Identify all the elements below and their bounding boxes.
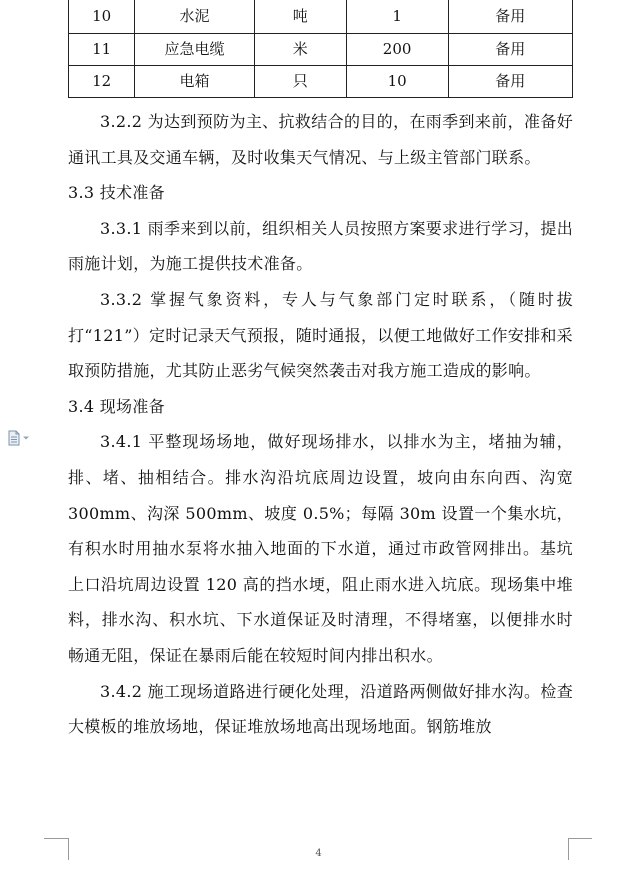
table-row: [69, 34, 573, 66]
item-name-cell: 应急电缆: [135, 34, 254, 66]
quantity-cell: 1: [346, 0, 448, 34]
section-heading-3-3: 3.3 技术准备: [68, 183, 165, 203]
paragraph-3-2-2: 3.2.2 为达到预防为主、抗救结合的目的，在雨季到来前，准备好通讯工具及交通车辆，及时收集天气情况、与上级主管部门联系。: [68, 112, 573, 167]
paragraph-3-3-2: 3.3.2 掌握气象资料，专人与气象部门定时联系，（随时拔打“121”）定时记录天气预报，随时通报，以便工地做好工作安排和采取预防措施，尤其防止恶劣气候突然袭击对我方施工造成的影响。: [68, 289, 573, 381]
table-row: [69, 66, 573, 98]
section-heading-3-4: 3.4 现场准备: [68, 396, 165, 416]
paragraph-3-4-1: 3.4.1 平整现场场地，做好现场排水，以排水为主，堵抽为辅，排、堵、抽相结合。排水沟沿坑底周边设置，坡向由东向西、沟宽 300mm、沟深 500mm、坡度 0.5%；每隔 30m 设置一个集水坑，有积水时用抽水泵将水抽入地面的下水道，通过市政管网排出。基坑上口沿坑周边设置 120 高的挡水埂，阻止雨水进入坑底。现场集中堆料，排水沟、积水坑、下水道保证及时清理，不得堵塞，以便排水时畅通无阻，保证在暴雨后能在较短时间内排出积水。: [68, 432, 573, 665]
materials-table: [68, 0, 573, 98]
quantity-cell: 200: [346, 34, 448, 66]
document-body: [68, 104, 573, 745]
item-name-cell: 水泥: [135, 0, 254, 34]
unit-cell: 只: [254, 66, 346, 98]
quantity-cell: 10: [346, 66, 448, 98]
note-cell: 备用: [448, 66, 572, 98]
paragraph-3-4-2: 3.4.2 施工现场道路进行硬化处理，沿道路两侧做好排水沟。检查大模板的堆放场地，保证堆放场地高出现场地面。钢筋堆放: [68, 681, 573, 737]
item-name-cell: 电箱: [135, 66, 254, 98]
row-number-cell: 10: [69, 0, 135, 34]
note-cell: 备用: [448, 0, 572, 34]
page-corner-mark-left: [44, 838, 68, 839]
page-corner-mark-right: [568, 838, 592, 839]
note-cell: 备用: [448, 34, 572, 66]
table-row: [69, 0, 573, 34]
unit-cell: 米: [254, 34, 346, 66]
row-number-cell: 12: [69, 66, 135, 98]
unit-cell: 吨: [254, 0, 346, 34]
paragraph-3-3-1: 3.3.1 雨季来到以前，组织相关人员按照方案要求进行学习，提出雨施计划，为施工提供技术准备。: [68, 218, 573, 274]
page-number: 4: [315, 848, 322, 859]
document-options-icon[interactable]: [6, 430, 38, 446]
row-number-cell: 11: [69, 34, 135, 66]
